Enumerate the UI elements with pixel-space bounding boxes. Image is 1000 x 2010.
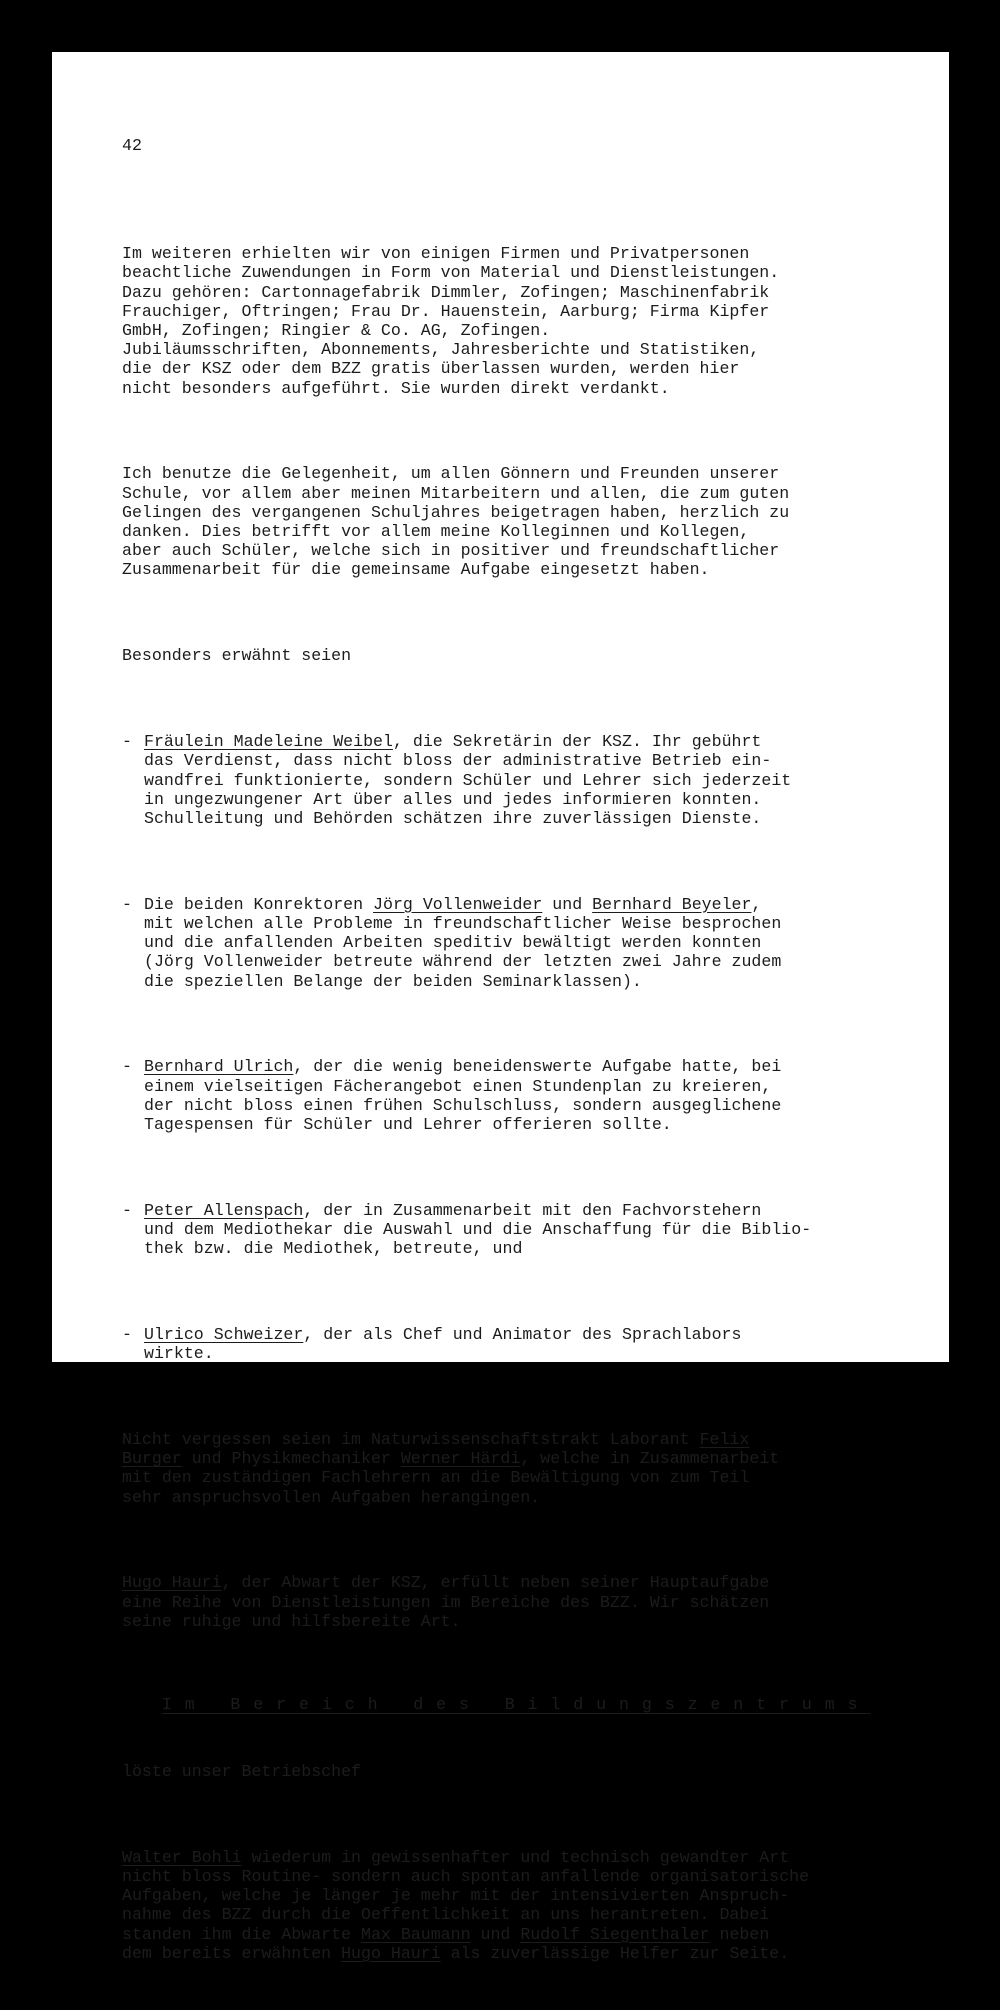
text-line: wandfrei funktionierte, sondern Schüler und Lehrer sich jederzeit <box>144 770 792 790</box>
list-item <box>122 732 912 828</box>
text-run: Nicht vergessen seien im Naturwissenschaftstrakt Laborant <box>122 1430 700 1449</box>
text-line: Dazu gehören: Cartonnagefabrik Dimmler, Zofingen; Maschinenfabrik <box>122 282 770 302</box>
list-item <box>122 1057 912 1134</box>
text-run: und Physikmechaniker <box>181 1449 401 1469</box>
text-run: , die Sekretärin der KSZ. Ihr gebührt <box>392 732 762 752</box>
text-line: in ungezwungener Art über alles und jedes informieren konnten. <box>144 789 762 809</box>
text-run: standen ihm die Abwarte <box>122 1924 361 1944</box>
list-item <box>122 895 912 991</box>
text-line: Jubiläumsschriften, Abonnements, Jahresberichte und Statistiken, <box>122 340 760 360</box>
text-line: beachtliche Zuwendungen in Form von Material und Dienstleistungen. <box>122 263 780 283</box>
text-run: , welche in Zusammenarbeit <box>520 1449 780 1469</box>
person-name: Walter Bohli <box>122 1847 242 1867</box>
person-name: Werner Härdi <box>400 1449 521 1469</box>
text-run: als zuverlässige Helfer zur Seite. <box>440 1943 790 1963</box>
list-dash: - <box>122 732 132 752</box>
paragraph-caretaker <box>122 1573 912 1631</box>
text-line: Ich benutze die Gelegenheit, um allen Gönnern und Freunden unserer <box>122 464 780 484</box>
text-run: , der die wenig beneidenswerte Aufgabe hatte, bei <box>293 1057 782 1077</box>
text-line: eine Reihe von Dienstleistungen im Bereiche des BZZ. Wir schätzen <box>122 1592 770 1612</box>
text-line: thek bzw. die Mediothek, betreute, und <box>144 1239 523 1259</box>
text-line: Tagespensen für Schüler und Lehrer offerieren sollte. <box>144 1114 672 1134</box>
text-line: die der KSZ oder dem BZZ gratis überlassen wurden, werden hier <box>122 359 740 379</box>
list-item <box>122 1325 912 1363</box>
text-line: einem vielseitigen Fächerangebot einen Stundenplan zu kreieren, <box>144 1076 772 1096</box>
person-name: Hugo Hauri <box>341 1943 441 1963</box>
person-name: Burger <box>122 1449 182 1469</box>
text-line: und dem Mediothekar die Auswahl und die Anschaffung für die Biblio- <box>144 1219 812 1239</box>
person-name: Ulrico Schweizer <box>144 1324 304 1344</box>
page-content <box>122 98 912 2010</box>
text-line: sehr anspruchsvollen Aufgaben herangingen. <box>122 1487 541 1507</box>
text-line: Im weiteren erhielten wir von einigen Firmen und Privatpersonen <box>122 244 750 264</box>
text-line: Zusammenarbeit für die gemeinsame Aufgabe eingesetzt haben. <box>122 560 710 580</box>
text-line: der nicht bloss einen frühen Schulschluss, sondern ausgeglichene <box>144 1095 782 1115</box>
text-run: , der Abwart der KSZ, erfüllt neben seiner Hauptaufgabe <box>221 1573 770 1593</box>
person-name: Fräulein Madeleine Weibel <box>144 732 393 752</box>
text-run: , <box>751 894 762 914</box>
text-line: GmbH, Zofingen; Ringier & Co. AG, Zofingen. <box>122 321 551 341</box>
paragraph-thanks <box>122 464 912 579</box>
text-run: , der in Zusammenarbeit mit den Fachvorstehern <box>303 1200 762 1220</box>
person-name: Bernhard Ulrich <box>144 1057 294 1077</box>
text-line: Schulleitung und Behörden schätzen ihre zuverlässigen Dienste. <box>144 808 762 828</box>
list-dash: - <box>122 894 132 914</box>
list-item <box>122 1201 912 1259</box>
person-name: Bernhard Beyeler <box>592 894 752 914</box>
text-line: (Jörg Vollenweider betreute während der letzten zwei Jahre zudem <box>144 952 782 972</box>
list-dash: - <box>122 1324 132 1344</box>
person-name: Felix <box>699 1430 750 1449</box>
section-heading: Im Bereich des Bildungszentrums <box>161 1695 871 1715</box>
person-name: Jörg Vollenweider <box>373 894 543 914</box>
section-lead: löste unser Betriebschef <box>122 1762 361 1782</box>
list-dash: - <box>122 1200 132 1220</box>
text-line: Gelingen des vergangenen Schuljahres beigetragen haben, herzlich zu <box>122 502 790 522</box>
text-line: wirkte. <box>144 1344 214 1364</box>
text-line: Frauchiger, Oftringen; Frau Dr. Hauenstein, Aarburg; Firma Kipfer <box>122 301 770 321</box>
text-line: mit den zuständigen Fachlehrern an die Bewältigung von zum Teil <box>122 1468 750 1488</box>
text-line: Schule, vor allem aber meinen Mitarbeitern und allen, die zum guten <box>122 483 790 503</box>
person-name: Max Baumann <box>361 1924 471 1944</box>
text-line: Aufgaben, welche je länger je mehr mit der intensivierten Anspruch- <box>122 1886 790 1906</box>
text-line: das Verdienst, dass nicht bloss der administrative Betrieb ein- <box>144 751 772 771</box>
text-run: neben <box>709 1924 770 1944</box>
text-line: nicht besonders aufgeführt. Sie wurden direkt verdankt. <box>122 378 670 398</box>
text-line: aber auch Schüler, welche sich in positiver und freundschaftlicher <box>122 541 780 561</box>
text-run: , der als Chef und Animator des Sprachlabors <box>303 1324 742 1344</box>
text-run: wiederum in gewissenhafter und technisch gewandter Art <box>241 1847 790 1867</box>
text-line: nicht bloss Routine- sondern auch spontan anfallende organisatorische <box>122 1867 810 1887</box>
text-run: und <box>470 1924 521 1944</box>
paragraph-lab-staff <box>122 1430 912 1507</box>
document-page <box>52 52 949 1963</box>
list-dash: - <box>122 1057 132 1077</box>
person-name: Hugo Hauri <box>122 1573 222 1593</box>
text-run: Die beiden Konrektoren <box>144 894 374 914</box>
text-line: mit welchen alle Probleme in freundschaftlicher Weise besprochen <box>144 913 782 933</box>
person-name: Rudolf Siegenthaler <box>520 1924 710 1944</box>
text-run: und <box>542 894 593 914</box>
page-number: 42 <box>122 136 142 156</box>
paragraph-donations <box>122 244 912 398</box>
besonders-line: Besonders erwähnt seien <box>122 646 352 666</box>
paragraph-operations <box>122 1848 912 1963</box>
text-line: die speziellen Belange der beiden Seminarklassen). <box>144 971 642 991</box>
text-line: und die anfallenden Arbeiten speditiv bewältigt werden konnten <box>144 933 762 953</box>
text-line: seine ruhige und hilfsbereite Art. <box>122 1611 461 1631</box>
text-line: nahme des BZZ durch die Oeffentlichkeit an uns herantreten. Dabei <box>122 1905 770 1925</box>
person-name: Peter Allenspach <box>144 1200 304 1220</box>
text-line: danken. Dies betrifft vor allem meine Kolleginnen und Kollegen, <box>122 522 750 542</box>
text-run: dem bereits erwähnten <box>122 1943 342 1963</box>
